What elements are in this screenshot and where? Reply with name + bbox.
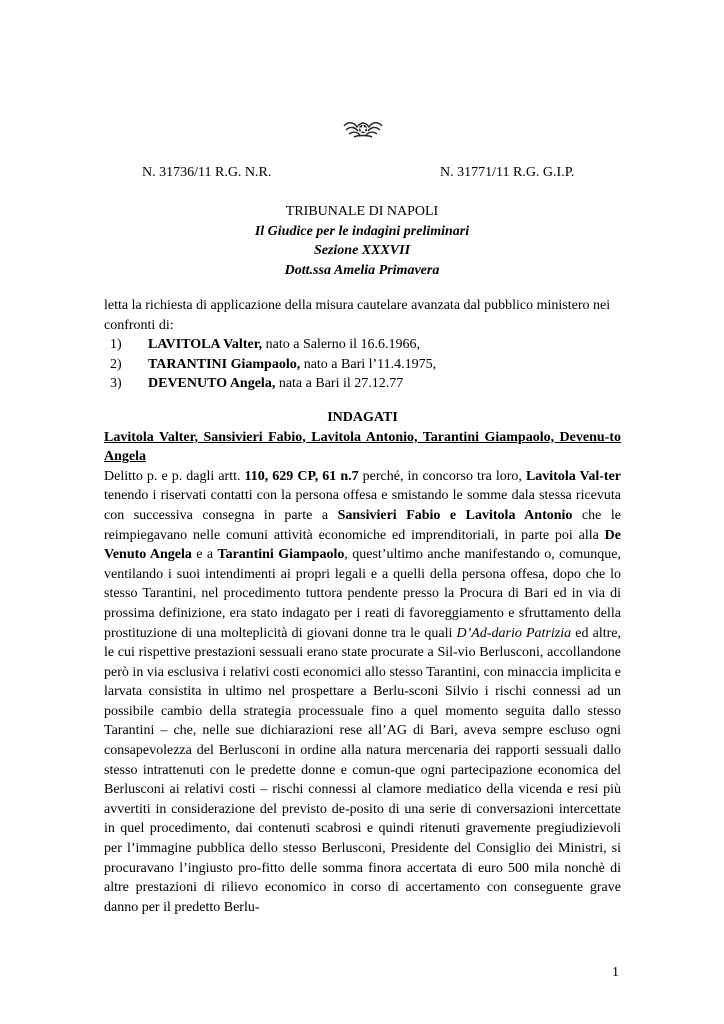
persons-list [104, 335, 621, 394]
document-body [104, 296, 621, 917]
register-number-nr: N. 31736/11 R.G. N.R. [142, 165, 272, 180]
list-item [104, 355, 621, 375]
person-name: DEVENUTO Angela, [148, 376, 276, 392]
person-name: LAVITOLA Valter, [148, 337, 263, 353]
charge-text: , quest’ultimo anche manifestando o, comunque, ventilando i suoi intendimenti ai propri legali e a quelli della persona offesa, dopo che lo stesso Tarantini, nel procedimento tuttora pendente presso la Procura di Bari ed in via di prossima definizione, era stato indagato per i reati di favoreggiamento e sfruttamento della prostituzione di una molteplicità di giovani donne tra le quali [104, 547, 621, 641]
charge-text: tenendo i riservati contatti con la persona offesa e smistando le somme dala stessa ricevuta con successiva consegna in parte a [104, 488, 621, 523]
charge-person: Tarantini Giampaolo [217, 547, 345, 563]
list-item [104, 374, 621, 394]
page-number: 1 [612, 965, 619, 980]
list-item-number: 2) [110, 356, 122, 372]
charge-person-italic: D’Ad-dario Patrizia [456, 625, 572, 641]
charge-text: e a [191, 547, 218, 563]
charge-person: Lavitola Val-ter [525, 468, 621, 484]
register-number-gip: N. 31771/11 R.G. G.I.P. [440, 165, 575, 180]
charge-person: De Venuto Angela [104, 527, 621, 563]
court-section: Sezione XXXVII [313, 243, 411, 258]
person-details: nato a Salerno il 16.6.1966, [262, 337, 420, 353]
court-name: TRIBUNALE DI NAPOLI [285, 204, 439, 219]
charge-paragraph [104, 467, 621, 918]
person-name: TARANTINI Giampaolo, [148, 356, 301, 372]
charge-text: perché, in concorso tra loro, [358, 468, 526, 484]
charge-text: Delitto p. e p. dagli artt. [104, 468, 245, 484]
indagati-title: INDAGATI [327, 409, 398, 425]
list-item-number: 1) [110, 337, 122, 353]
indagati-names: Lavitola Valter, Sansivieri Fabio, Lavitola Antonio, Tarantini Giampaolo, Devenu-to Angela [104, 429, 621, 465]
judge-role: Il Giudice per le indagini preliminari [254, 223, 470, 239]
charge-text: che le reimpiegavano nelle comuni attività economiche ed imprenditoriali, in parte poi alla [104, 507, 621, 543]
list-item-number: 3) [110, 376, 122, 392]
intro-paragraph: letta la richiesta di applicazione della misura cautelare avanzata dal pubblico ministero nei confronti di: [104, 298, 611, 333]
charge-text: ed altre, le cui rispettive prestazioni sessuali erano state procurate a Sil-vio Berlusconi, accollandone però in via esclusiva i relativi costi economici allo stesso Tarantini, con minaccia implicita e larvata consistita in ultimo nel prospettare a Berlu-sconi Silvio i rischi connessi ad un possibile cambio della strategia processuale fino a quel momento seguita dallo stesso Tarantini – che, nelle sue dichiarazioni rese all’AG di Bari, aveva sempre escluso ogni consapevolezza del Berlusconi in ordine alla natura mercenaria dei rapporti sessuali dallo stesso intrattenuti con le predette donne e comun-que ogni partecipazione economica del Berlusconi ai relativi costi – rischi connessi al clamore mediatico della vicenda e resi più avvertiti in considerazione del previsto de-posito di una serie di conversazioni intercettate in quel procedimento, dai contenuti scabrosi e quindi ritenuti gravemente pregiudizievoli per l’immagine pubblica dello stesso Berlusconi, Presidente del Consiglio dei Ministri, si procuravano l’ingiusto pro-fitto delle somma finora accertata di euro 500 mila nonchè di altre prestazioni di rilievo economico in corso di accertamento con conseguente grave danno per il predetto Berlu- [104, 625, 621, 915]
charge-person: Sansivieri Fabio e Lavitola Antonio [337, 507, 573, 523]
person-details: nato a Bari l’11.4.1975, [300, 356, 437, 372]
judge-name: Dott.ssa Amelia Primavera [284, 262, 440, 278]
charge-articles: 110, 629 CP, 61 n.7 [244, 468, 359, 484]
republic-emblem-icon [340, 118, 386, 140]
list-item [104, 335, 621, 355]
court-heading [100, 202, 624, 280]
person-details: nata a Bari il 27.12.77 [275, 376, 404, 392]
